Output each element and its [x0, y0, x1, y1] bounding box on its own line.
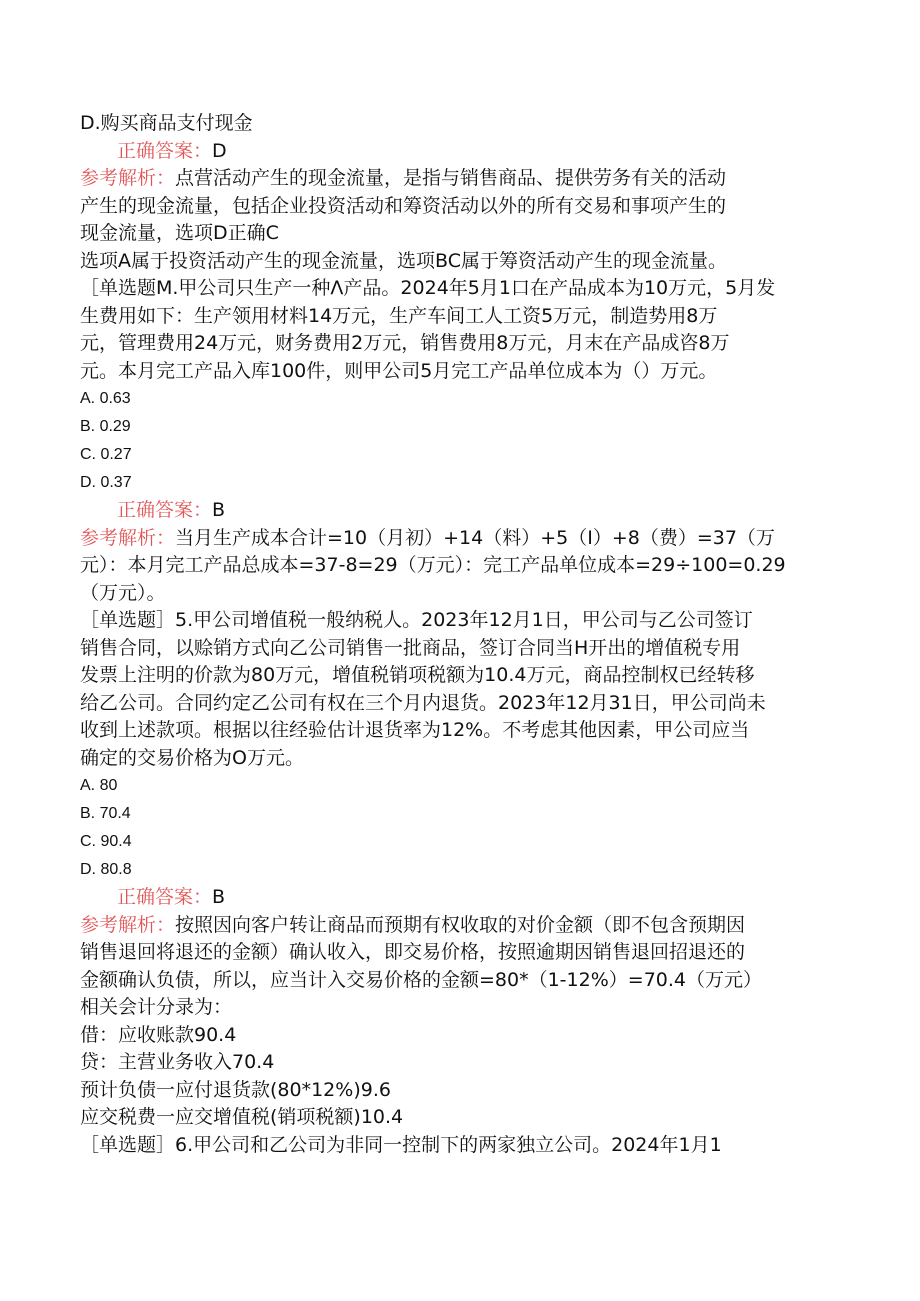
analysis-label: 参考解析： — [80, 167, 176, 189]
question-line: ［单选题］6.甲公司和乙公司为非同一控制下的两家独立公司。2024年1月1 — [80, 1133, 722, 1156]
answer-value: B — [212, 499, 226, 521]
analysis-line: 元）：本月完工产品总成本=37-8=29（万元）：完工产品单位成本=29÷100=0.29 — [80, 554, 786, 576]
correct-answer — [80, 497, 840, 525]
option-b: B. 0.29 — [80, 418, 131, 435]
document-page — [80, 110, 840, 1159]
option-a: A. 0.63 — [80, 390, 131, 407]
analysis-line: 产生的现金流量，包括企业投资活动和筹资活动以外的所有交易和事项产生的 — [80, 194, 727, 217]
answer-value: B — [212, 886, 226, 908]
journal-entry: 贷：主营业务收入70.4 — [80, 1051, 275, 1073]
answer-label: 正确答案： — [117, 139, 213, 162]
answer-label: 正确答案： — [117, 499, 213, 521]
analysis-label: 参考解析： — [80, 913, 176, 936]
analysis-line: 参考解析：当月生产成本合计=10（月初）+14（料）+5（I）+8（费）=37（万 — [80, 526, 775, 549]
journal-entry: 借：应收账款90.4 — [80, 1023, 237, 1046]
option-c: C. 0.27 — [80, 446, 132, 463]
analysis-line: 选项A属于投资活动产生的现金流量，选项BC属于筹资活动产生的现金流量。 — [80, 249, 727, 272]
analysis-line: （万元）。 — [80, 581, 166, 604]
option-d: D. 0.37 — [80, 474, 132, 491]
analysis-line: 参考解析：按照因向客户转让商品而预期有权收取的对价金额（即不包含预期因 — [80, 913, 746, 936]
question-line: 元，管理费用24万元，财务费用2万元，销售费用8万元，月末在产品成咨8万 — [80, 332, 730, 354]
answer-label: 正确答案： — [117, 886, 213, 908]
option-c: C. 90.4 — [80, 833, 132, 850]
question-line: 发票上注明的价款为80万元，增值税销项税额为10.4万元，商品控制权已经转移 — [80, 664, 755, 686]
option-d: D. 80.8 — [80, 861, 132, 878]
analysis-line: 相关会计分录为： — [80, 996, 233, 1018]
question-line: ［单选题］5.甲公司增值税一般纳税人。2023年12月1日，甲公司与乙公司签订 — [80, 609, 753, 631]
answer-value: D — [212, 139, 227, 162]
question-line: 收到上述款项。根据以往经验估计退货率为12%。不考虑其他因素，甲公司应当 — [80, 719, 750, 741]
option-a: A. 80 — [80, 777, 118, 794]
analysis-label: 参考解析： — [80, 526, 176, 549]
journal-entry: 应交税费一应交增值税(销项税额)10.4 — [80, 1106, 404, 1128]
option-b: B. 70.4 — [80, 805, 131, 822]
question-line: 销售合同，以赊销方式向乙公司销售一批商品，签订合同当H开出的增值税专用 — [80, 636, 741, 659]
question-line: 给乙公司。合同约定乙公司有权在三个月内退货。2023年12月31日，甲公司尚未 — [80, 691, 766, 714]
journal-entry: 预计负债一应付退货款(80*12%)9.6 — [80, 1078, 391, 1101]
correct-answer — [80, 884, 840, 912]
question-line: 生费用如下：生产领用材料14万元，生产车间工人工资5万元，制造势用8万 — [80, 304, 718, 327]
question-line: 确定的交易价格为O万元。 — [80, 746, 304, 769]
analysis-line: 销售退回将退还的金额）确认收入，即交易价格，按照逾期因销售退回招退还的 — [80, 941, 746, 963]
analysis-line: 现金流量，选项D正确C — [80, 222, 279, 244]
option-d: D.购买商品支付现金 — [80, 112, 253, 134]
question-line: 元。本月完工产品入库100件，则甲公司5月完工产品单位成本为（）万元。 — [80, 359, 718, 382]
analysis-line: 金额确认负债，所以，应当计入交易价格的金额=80*（1-12%）=70.4（万元） — [80, 968, 762, 991]
correct-answer — [80, 138, 840, 166]
analysis-line: 参考解析：点营活动产生的现金流量，是指与销售商品、提供劳务有关的活动 — [80, 167, 727, 189]
question-line: ［单选题M.甲公司只生产一种Λ产品。2024年5月1口在产品成本为10万元，5月发 — [80, 277, 776, 299]
